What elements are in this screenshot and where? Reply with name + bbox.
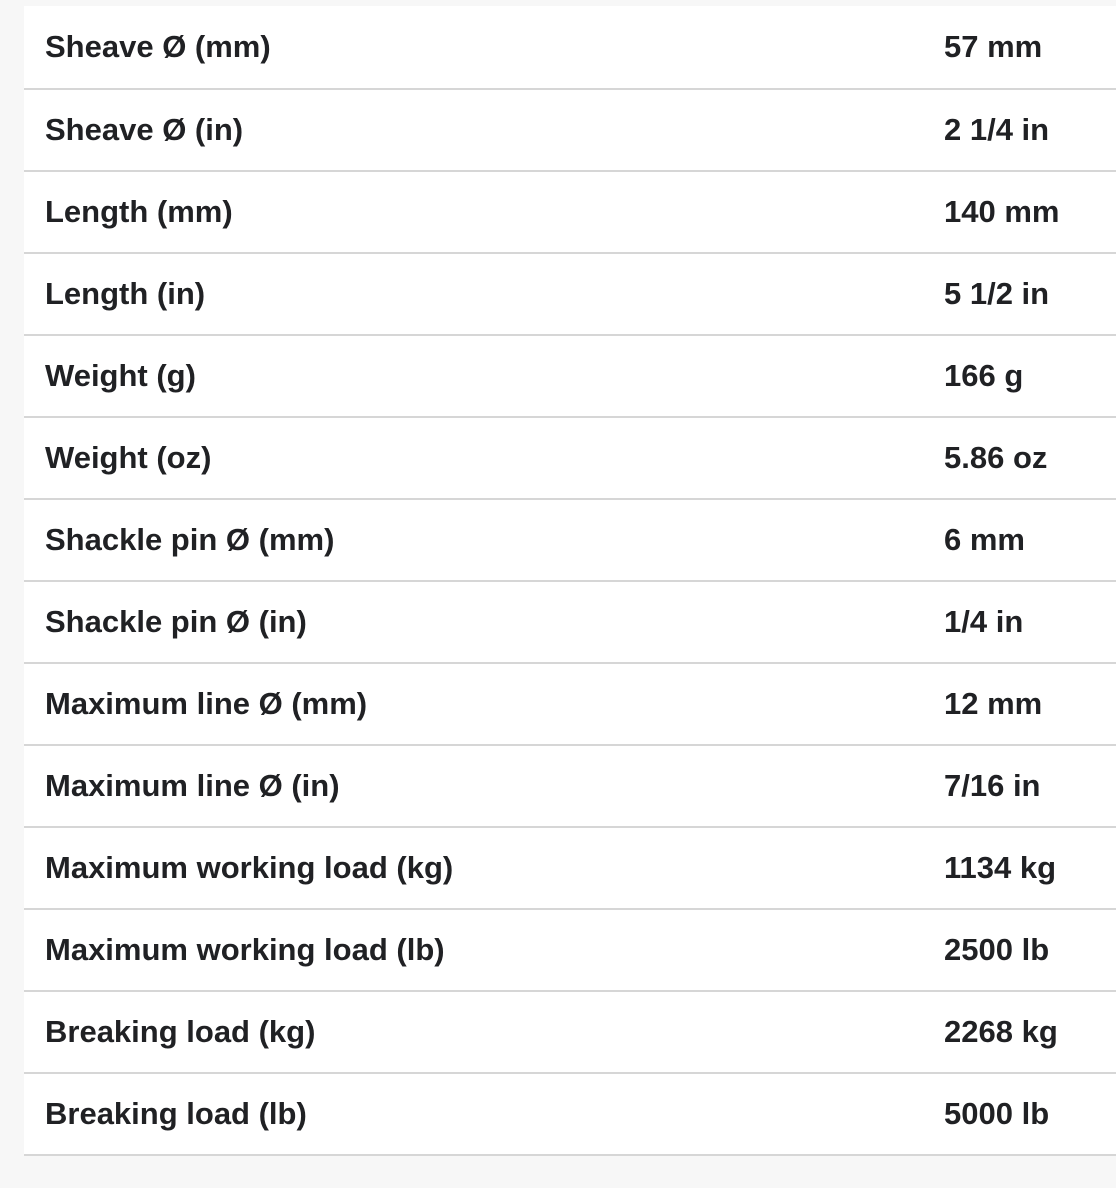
- table-row: [24, 992, 1116, 1074]
- spec-value: 2 1/4 in: [944, 112, 1050, 147]
- spec-label: Sheave Ø (mm): [45, 29, 271, 64]
- spec-value: 57 mm: [944, 29, 1043, 64]
- spec-label: Maximum working load (lb): [45, 932, 445, 967]
- table-row: [24, 910, 1116, 992]
- spec-label: Maximum line Ø (in): [45, 768, 340, 803]
- table-row: [24, 1074, 1116, 1156]
- spec-label: Weight (oz): [45, 440, 212, 475]
- spec-value: 2500 lb: [944, 932, 1050, 967]
- table-row: [24, 582, 1116, 664]
- spec-label: Sheave Ø (in): [45, 112, 244, 147]
- spec-label: Shackle pin Ø (mm): [45, 522, 335, 557]
- spec-value: 12 mm: [944, 686, 1043, 721]
- table-row: [24, 172, 1116, 254]
- spec-value: 2268 kg: [944, 1014, 1058, 1049]
- spec-value: 1/4 in: [944, 604, 1024, 639]
- spec-label: Length (mm): [45, 194, 233, 229]
- spec-value: 140 mm: [944, 194, 1060, 229]
- table-row: [24, 500, 1116, 582]
- table-row: [24, 6, 1116, 90]
- specifications-table: [24, 6, 1116, 1156]
- spec-label: Shackle pin Ø (in): [45, 604, 307, 639]
- table-row: [24, 418, 1116, 500]
- table-row: [24, 746, 1116, 828]
- spec-label: Length (in): [45, 276, 206, 311]
- spec-label: Maximum line Ø (mm): [45, 686, 368, 721]
- spec-value: 7/16 in: [944, 768, 1041, 803]
- table-row: [24, 828, 1116, 910]
- table-row: [24, 664, 1116, 746]
- spec-value: 5000 lb: [944, 1096, 1050, 1131]
- spec-value: 6 mm: [944, 522, 1025, 557]
- table-row: [24, 90, 1116, 172]
- spec-label: Maximum working load (kg): [45, 850, 454, 885]
- spec-value: 5.86 oz: [944, 440, 1048, 475]
- page-bottom-margin: [0, 1156, 1116, 1188]
- table-row: [24, 254, 1116, 336]
- spec-label: Breaking load (kg): [45, 1014, 316, 1049]
- spec-value: 166 g: [944, 358, 1024, 393]
- spec-value: 1134 kg: [944, 850, 1057, 885]
- spec-label: Weight (g): [45, 358, 196, 393]
- spec-value: 5 1/2 in: [944, 276, 1050, 311]
- spec-label: Breaking load (lb): [45, 1096, 307, 1131]
- table-row: [24, 336, 1116, 418]
